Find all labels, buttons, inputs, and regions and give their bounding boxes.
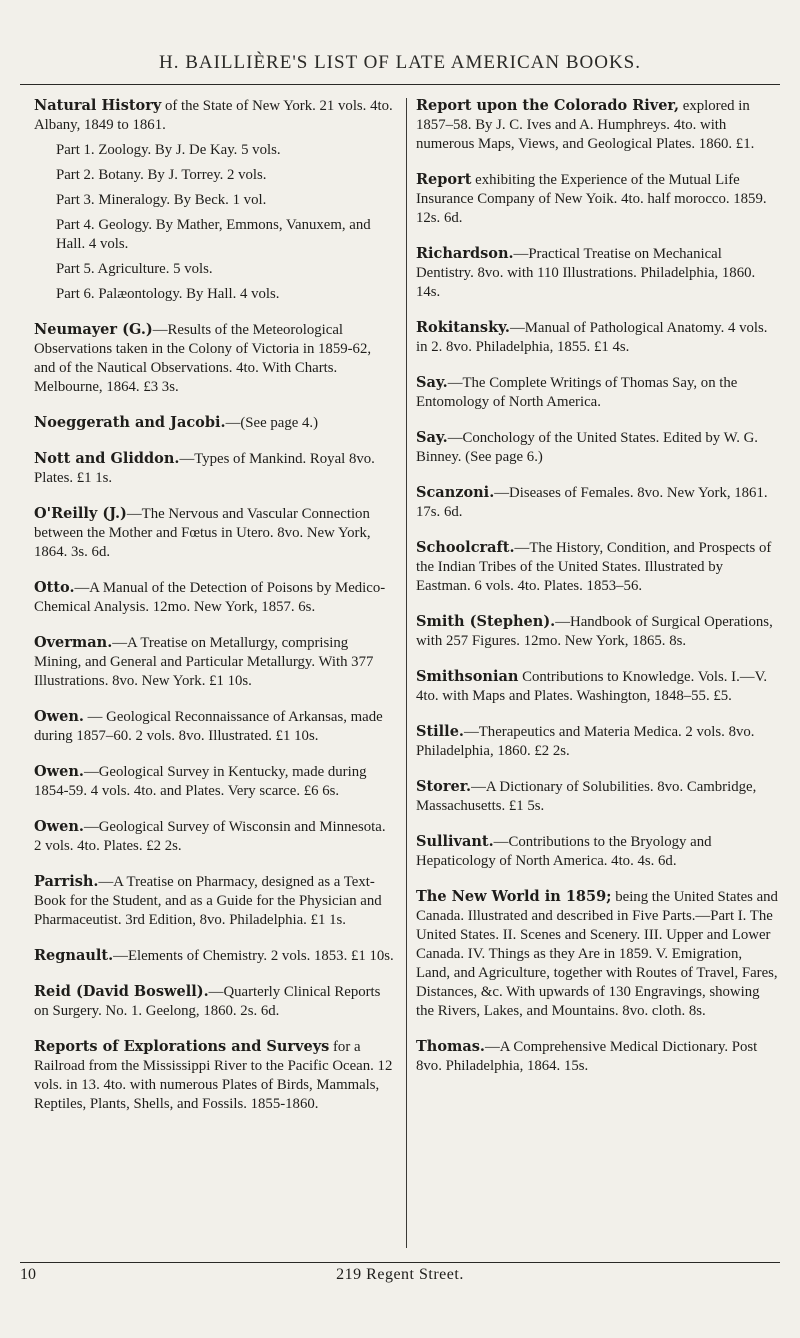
entry-head: Regnault. xyxy=(34,947,114,964)
entry-head: Sullivant. xyxy=(416,833,494,850)
entry-text: —Types of Mankind. Royal 8vo. Plates. £1 1s. xyxy=(34,451,375,486)
page-number: 10 xyxy=(20,1266,36,1283)
catalog-entry xyxy=(416,170,778,228)
entry-text: —The Nervous and Vascular Connection between the Mother and Fœtus in Utero. 8vo. New York, 1864. 3s. 6d. xyxy=(34,506,371,560)
entry-text: exhibiting the Experience of the Mutual Life Insurance Company of New Yoik. 4to. half morocco. 1859. 12s. 6d. xyxy=(416,172,767,226)
entry-text: —A Manual of the Detection of Poisons by Medico-Chemical Analysis. 12mo. New York, 1857. 6s. xyxy=(34,580,386,615)
entry-text: —Conchology of the United States. Edited by W. G. Binney. (See page 6.) xyxy=(416,430,758,465)
entry-text: — Geological Reconnaissance of Arkansas, made during 1857–60. 2 vols. 8vo. Illustrated. £1 10s. xyxy=(34,709,383,744)
catalog-entry xyxy=(416,428,778,467)
entry-head: Stille. xyxy=(416,723,464,740)
entry-text: —Geological Survey of Wisconsin and Minnesota. 2 vols. 4to. Plates. £2 2s. xyxy=(34,819,386,854)
entry-head: Rokitansky. xyxy=(416,319,510,336)
entry-text: —Diseases of Females. 8vo. New York, 1861. 17s. 6d. xyxy=(416,485,768,520)
catalog-entry xyxy=(34,946,394,966)
catalog-entry xyxy=(34,762,394,801)
entry-head: Owen. xyxy=(34,763,84,780)
entry-text: —Quarterly Clinical Reports on Surgery. No. 1. Geelong, 1860. 2s. 6d. xyxy=(34,984,381,1019)
entry-head: Thomas. xyxy=(416,1038,485,1055)
catalog-entry xyxy=(34,817,394,856)
entry-head: Neumayer (G.) xyxy=(34,321,153,338)
entry-text: —A Treatise on Metallurgy, comprising Mining, and General and Particular Metallurgy. With 377 Illustrations. 8vo. New York. £1 10s. xyxy=(34,635,374,689)
entry-head: Say. xyxy=(416,374,448,391)
entry-head: Report xyxy=(416,171,472,188)
footer-address: 219 Regent Street. xyxy=(336,1266,464,1283)
entry-head: Owen. xyxy=(34,818,84,835)
catalog-entry xyxy=(416,612,778,651)
entry-text: of the State of New York. 21 vols. 4to. Albany, 1849 to 1861. xyxy=(34,98,393,133)
entry-head: Storer. xyxy=(416,778,472,795)
entry-text: —Contributions to the Bryology and Hepaticology of North America. 4to. 4s. 6d. xyxy=(416,834,712,869)
entry-head: Overman. xyxy=(34,634,113,651)
entry-text: —Geological Survey in Kentucky, made during 1854-59. 4 vols. 4to. and Plates. Very scarce. £6 6s. xyxy=(34,764,367,799)
entry-head: Natural History xyxy=(34,97,162,114)
entry-head: Smith (Stephen). xyxy=(416,613,556,630)
catalog-part: Part 4. Geology. By Mather, Emmons, Vanuxem, and Hall. 4 vols. xyxy=(56,217,371,252)
entry-text: Contributions to Knowledge. Vols. I.—V. 4to. with Maps and Plates. Washington, 1848–55. £5. xyxy=(416,669,768,704)
entry-text: —A Treatise on Pharmacy, designed as a Text-Book for the Student, and as a Guide for the Physician and Pharmaceutist. 3rd Edition, 8vo. Philadelphia. £1 1s. xyxy=(34,874,382,928)
entry-text: —A Dictionary of Solubilities. 8vo. Cambridge, Massachusetts. £1 5s. xyxy=(416,779,757,814)
right-column xyxy=(416,96,778,1092)
catalog-entry xyxy=(416,832,778,871)
entry-head: Noeggerath and Jacobi. xyxy=(34,414,226,431)
catalog-entry xyxy=(34,578,394,617)
column-divider xyxy=(406,98,407,1248)
entry-head: Nott and Gliddon. xyxy=(34,450,180,467)
entry-text: —Results of the Meteorological Observations taken in the Colony of Victoria in 1859-62, and of the Nautical Observations. 4to. With Charts. Melbourne, 1864. £3 3s. xyxy=(34,322,372,395)
page-header: H. BAILLIÈRE'S LIST OF LATE AMERICAN BOOKS. xyxy=(158,52,642,73)
entry-text: —Manual of Pathological Anatomy. 4 vols. in 2. 8vo. Philadelphia, 1855. £1 4s. xyxy=(416,320,768,355)
entry-text: —Elements of Chemistry. 2 vols. 1853. £1 10s. xyxy=(113,948,394,964)
entry-text: explored in 1857–58. By J. C. Ives and A. Humphreys. 4to. with numerous Maps, Views, and Geological Plates. 1860. £1. xyxy=(416,98,755,152)
entry-text: —Practical Treatise on Mechanical Dentistry. 8vo. with 110 Illustrations. Philadelphia, 1860. 14s. xyxy=(416,246,756,300)
catalog-entry xyxy=(416,667,778,706)
footer-rule xyxy=(20,1262,780,1263)
entry-head: Schoolcraft. xyxy=(416,539,515,556)
entry-head: Say. xyxy=(416,429,448,446)
entry-head: The New World in 1859; xyxy=(416,888,612,905)
left-column xyxy=(34,96,394,1130)
entry-head: Report upon the Colorado River, xyxy=(416,97,680,114)
entry-text: —Therapeutics and Materia Medica. 2 vols. 8vo. Philadelphia, 1860. £2 2s. xyxy=(416,724,755,759)
catalog-part: Part 1. Zoology. By J. De Kay. 5 vols. xyxy=(56,142,281,158)
catalog-entry xyxy=(34,449,394,488)
catalog-entry xyxy=(34,1037,394,1114)
entry-text: —The Complete Writings of Thomas Say, on the Entomology of North America. xyxy=(416,375,738,410)
catalog-entry xyxy=(416,318,778,357)
entry-text: —A Comprehensive Medical Dictionary. Post 8vo. Philadelphia, 1864. 15s. xyxy=(416,1039,758,1074)
catalog-entry xyxy=(34,872,394,930)
entry-head: Parrish. xyxy=(34,873,99,890)
entry-head: Reid (David Boswell). xyxy=(34,983,209,1000)
header-rule xyxy=(20,84,780,85)
catalog-entry xyxy=(416,483,778,522)
entry-head: Reports of Explorations and Surveys xyxy=(34,1038,330,1055)
catalog-entry xyxy=(416,777,778,816)
entry-text: being the United States and Canada. Illustrated and described in Five Parts.—Part I. The United States. II. Scenes and Scenery. III. Upper and Lower Canada. IV. Things as they Are in 1859. V. Emigration, Land, and Agriculture, together with Routes of Travel, Fares, Distances, &c. With upwards of 130 Engravings, showing the Rivers, Lakes, and Mountains. 8vo. cloth. 8s. xyxy=(416,889,778,1019)
entry-text: for a Railroad from the Mississippi River to the Pacific Ocean. 12 vols. in 13. 4to. with numerous Plates of Birds, Mammals, Reptiles, Plants, Shells, and Fossils. 1855-1860. xyxy=(34,1039,393,1112)
catalog-entry xyxy=(416,722,778,761)
entry-head: Otto. xyxy=(34,579,75,596)
catalog-part: Part 5. Agriculture. 5 vols. xyxy=(56,261,213,277)
entry-head: Smithsonian xyxy=(416,668,519,685)
catalog-entry xyxy=(34,320,394,397)
catalog-part: Part 2. Botany. By J. Torrey. 2 vols. xyxy=(56,167,267,183)
entry-head: Owen. xyxy=(34,708,84,725)
entry-text: —The History, Condition, and Prospects of the Indian Tribes of the United States. Illustrated by Eastman. 6 vols. 4to. Plates. 1853–56. xyxy=(416,540,772,594)
catalog-entry xyxy=(416,373,778,412)
catalog-entry xyxy=(34,504,394,562)
catalog-entry xyxy=(416,538,778,596)
catalog-entry xyxy=(34,413,394,433)
entry-head: Richardson. xyxy=(416,245,514,262)
entry-text: —(See page 4.) xyxy=(225,415,319,431)
catalog-entry xyxy=(34,633,394,691)
catalog-entry xyxy=(416,96,778,154)
catalog-part: Part 3. Mineralogy. By Beck. 1 vol. xyxy=(56,192,267,208)
entry-text: —Handbook of Surgical Operations, with 257 Figures. 12mo. New York, 1865. 8s. xyxy=(416,614,773,649)
entry-head: O'Reilly (J.) xyxy=(34,505,127,522)
catalog-entry xyxy=(34,707,394,746)
catalog-entry xyxy=(416,1037,778,1076)
entry-head: Scanzoni. xyxy=(416,484,495,501)
catalog-entry xyxy=(34,982,394,1021)
catalog-entry xyxy=(34,96,394,135)
catalog-entry xyxy=(416,244,778,302)
catalog-part: Part 6. Palæontology. By Hall. 4 vols. xyxy=(56,286,280,302)
catalog-entry xyxy=(416,887,778,1021)
